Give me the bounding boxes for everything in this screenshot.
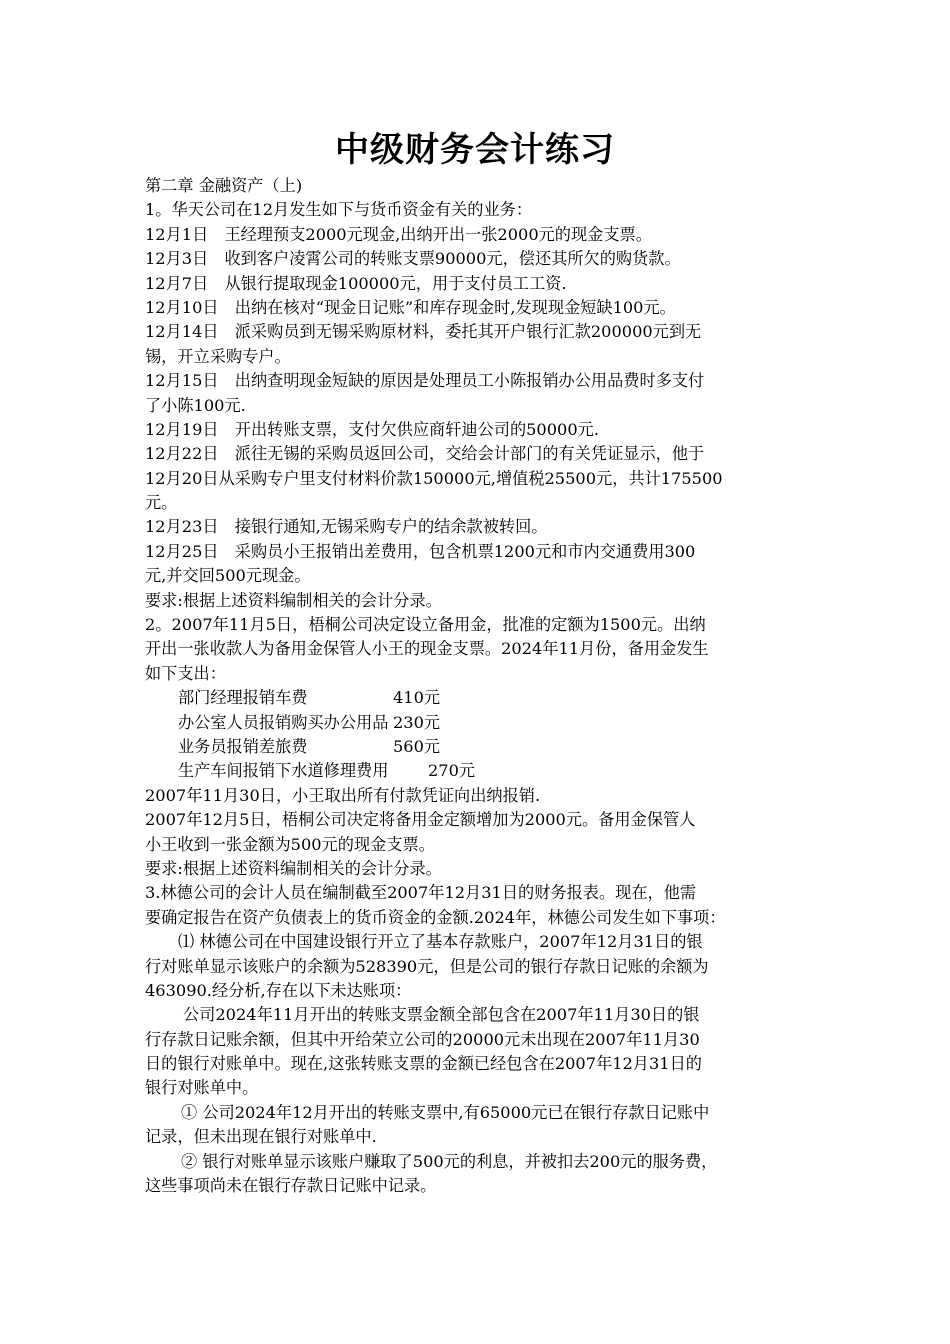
q1-line: 了小陈100元. [145, 395, 246, 415]
q1-requirement: 要求:根据上述资料编制相关的会计分录。 [145, 590, 442, 610]
expense-name: 部门经理报销车费 [178, 688, 308, 708]
q1-line: 12月15日 出纳查明现金短缺的原因是处理员工小陈报销办公用品费时多支付 [145, 371, 705, 391]
q3-para-line: 行存款日记账余额，但其中开给荣立公司的20000元未出现在2007年11月30 [145, 1029, 700, 1049]
q1-line: 12月1日 王经理预支2000元现金,出纳开出一张2000元的现金支票。 [145, 224, 652, 244]
q3-line: 3.林德公司的会计人员在编制截至2007年12月31日的财务报表。现在，他需 [145, 883, 697, 903]
q2-requirement: 要求:根据上述资料编制相关的会计分录。 [145, 858, 442, 878]
q3-sub2-line: 这些事项尚未在银行存款日记账中记录。 [145, 1176, 437, 1196]
q3-item1-line: ⑴ 林德公司在中国建设银行开立了基本存款账户，2007年12月31日的银 [178, 932, 703, 952]
q1-line: 12月3日 收到客户凌霄公司的转账支票90000元，偿还其所欠的购货款。 [145, 249, 681, 269]
expense-name: 业务员报销差旅费 [178, 736, 308, 756]
document-body [145, 174, 810, 1198]
expense-amount: 270元 [428, 761, 476, 781]
q2-after-line: 2007年12月5日，梧桐公司决定将备用金定额增加为2000元。备用金保管人 [145, 810, 696, 830]
expense-name: 生产车间报销下水道修理费用 [178, 761, 389, 781]
expense-amount: 230元 [393, 712, 441, 732]
q1-line: 12月23日 接银行通知,无锡采购专户的结余款被转回。 [145, 517, 548, 537]
expense-row [145, 735, 810, 759]
expense-row [145, 711, 810, 735]
q2-line: 如下支出： [145, 663, 226, 683]
q3-para-line: 日的银行对账单中。现在,这张转账支票的金额已经包含在2007年12月31日的 [145, 1054, 702, 1074]
q3-sub2-line: ② 银行对账单显示该账户赚取了500元的利息，并被扣去200元的服务费， [181, 1151, 718, 1171]
q3-item1-line: 463090.经分析,存在以下未达账项： [145, 980, 412, 1000]
document-title: 中级财务会计练习 [335, 130, 615, 170]
expense-name: 办公室人员报销购买办公用品 [178, 712, 389, 732]
q1-intro: 1。华天公司在12月发生如下与货币资金有关的业务： [145, 200, 533, 220]
q2-line: 2。2007年11月5日，梧桐公司决定设立备用金，批准的定额为1500元。出纳 [145, 615, 706, 635]
q1-line: 12月7日 从银行提取现金100000元，用于支付员工工资. [145, 273, 567, 293]
q1-line: 12月22日 派往无锡的采购员返回公司，交给会计部门的有关凭证显示，他于 [145, 444, 705, 464]
expense-row [145, 686, 810, 710]
q2-line: 开出一张收款人为备用金保管人小王的现金支票。2024年11月份，备用金发生 [145, 639, 709, 659]
q1-line: 元,并交回500元现金。 [145, 566, 311, 586]
q3-para-line: 公司2024年11月开出的转账支票金额全部包含在2007年11月30日的银 [183, 1005, 700, 1025]
q2-after-line: 小王收到一张金额为500元的现金支票。 [145, 834, 435, 854]
q1-line: 12月10日 出纳在核对“现金日记账”和库存现金时,发现现金短缺100元。 [145, 297, 676, 317]
q3-para-line: 银行对账单中。 [145, 1078, 259, 1098]
expense-amount: 410元 [393, 688, 441, 708]
q3-item1-line: 行对账单显示该账户的余额为528390元，但是公司的银行存款日记账的余额为 [145, 956, 709, 976]
expense-row [145, 759, 810, 783]
q1-line: 锡，开立采购专户。 [145, 346, 291, 366]
q3-line: 要确定报告在资产负债表上的货币资金的金额.2024年，林德公司发生如下事项： [145, 907, 726, 927]
q2-after-line: 2007年11月30日，小王取出所有付款凭证向出纳报销. [145, 785, 541, 805]
q1-line: 12月14日 派采购员到无锡采购原材料，委托其开户银行汇款200000元到无 [145, 322, 702, 342]
q3-sub1-line: 记录，但未出现在银行对账单中. [145, 1127, 377, 1147]
q1-line: 12月25日 采购员小王报销出差费用，包含机票1200元和市内交通费用300 [145, 541, 696, 561]
expense-amount: 560元 [393, 736, 441, 756]
q1-line: 12月19日 开出转账支票，支付欠供应商轩迪公司的50000元. [145, 419, 599, 439]
q3-sub1-line: ① 公司2024年12月开出的转账支票中,有65000元已在银行存款日记账中 [181, 1102, 710, 1122]
q1-line: 元。 [145, 493, 178, 513]
chapter-heading: 第二章 金融资产（上) [145, 176, 303, 195]
q1-line: 12月20日从采购专户里支付材料价款150000元,增值税25500元，共计175500 [145, 468, 723, 488]
